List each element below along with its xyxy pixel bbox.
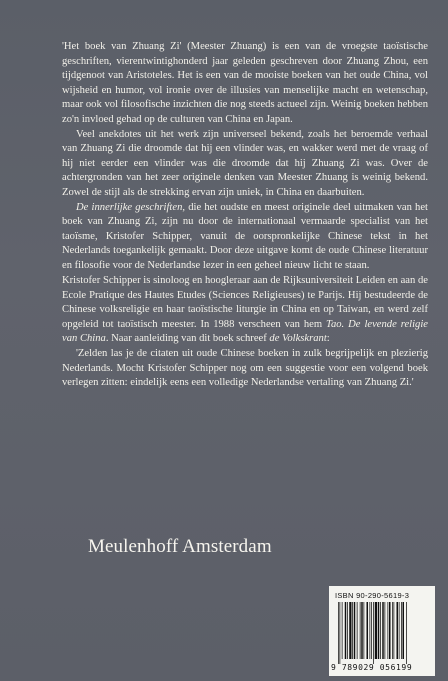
paragraph-text: . Naar aanleiding van dit boek schreef [105,333,270,345]
paragraph-text: Veel anekdotes uit het werk zijn universeel bekend, zoals het beroemde verhaal van Zhuang Zi die droomde dat hij een vlinder was, en wakker werd met de vraag of hij niet eerder een vlinder was die droomde dat hij Zhuang Zi was. Over de achtergronden van het zeer originele denken van Meester Zhuang is weinig bekend. Zowel de stijl als de strekking ervan zijn uniek, in China en daarbuiten. [62,128,428,198]
italic-title: De innerlijke geschriften [76,201,183,213]
paragraph [62,347,428,391]
paragraph [62,40,428,128]
paragraph [62,274,428,347]
barcode-image [337,602,429,664]
paragraph-text: 'Zelden las je de citaten uit oude Chinese boeken in zulk begrijpelijk en plezierig Nederlands. Mocht Kristofer Schipper nog om een suggestie voor een volgend boek verlegen zitten: eindelijk eens een volledige Nederlandse vertaling van Zhuang Zi.' [62,347,428,389]
isbn-number: ISBN 90-290-5619-3 [335,591,410,600]
paragraph-text: , die het oudste en meest originele deel uitmaken van het boek van Zhuang Zi, zijn nu door de internationaal vermaarde specialist van het taoïsme, Kristofer Schipper, vanuit de oorspronkelijke Chinese tekst in het Nederlands toegankelijk gemaakt. Door deze uitgave komt de oude Chinese literatuur en filosofie voor de Nederlandse lezer in een geheel nieuw licht te staan. [62,201,428,271]
italic-title: Tao. De levende religie van China [62,318,428,345]
paragraph-text: 'Het boek van Zhuang Zi' (Meester Zhuang) is een van de vroegste taoïstische geschriften, vierentwintighonderd jaar geleden geschreven door Zhuang Zhou, een tijdgenoot van Aristoteles. Het is een van de mooiste boeken van het oude China, vol wijsheid en humor, vol ironie over de illusies van menselijke macht en wetenschap, maar ook vol filosofische inzichten die nog steeds actueel zijn. Weinig boeken hebben zo'n invloed gehad op de culturen van China en Japan. [62,41,428,125]
paragraph-text: Kristofer Schipper is sinoloog en hoogleraar aan de Rijksuniversiteit Leiden en aan de Ecole Pratique des Hautes Etudes (Sciences Religieuses) te Parijs. Hij bestudeerde de Chinese volksreligie en haar taoïstische liturgie in China en op Taiwan, en werd zelf opgeleid tot taoïstisch meester. In 1988 verscheen van hem [62,275,428,330]
publisher-name: Meulenhoff Amsterdam [88,536,272,557]
author-bio-text-block [62,274,428,391]
paragraph [62,128,428,201]
barcode-label [329,586,435,676]
barcode-digits: 9 789029 056199 [331,663,413,672]
description-text-block [62,40,428,274]
paragraph-text: : [326,333,330,345]
italic-title: de Volkskrant [269,333,327,345]
paragraph [62,201,428,274]
